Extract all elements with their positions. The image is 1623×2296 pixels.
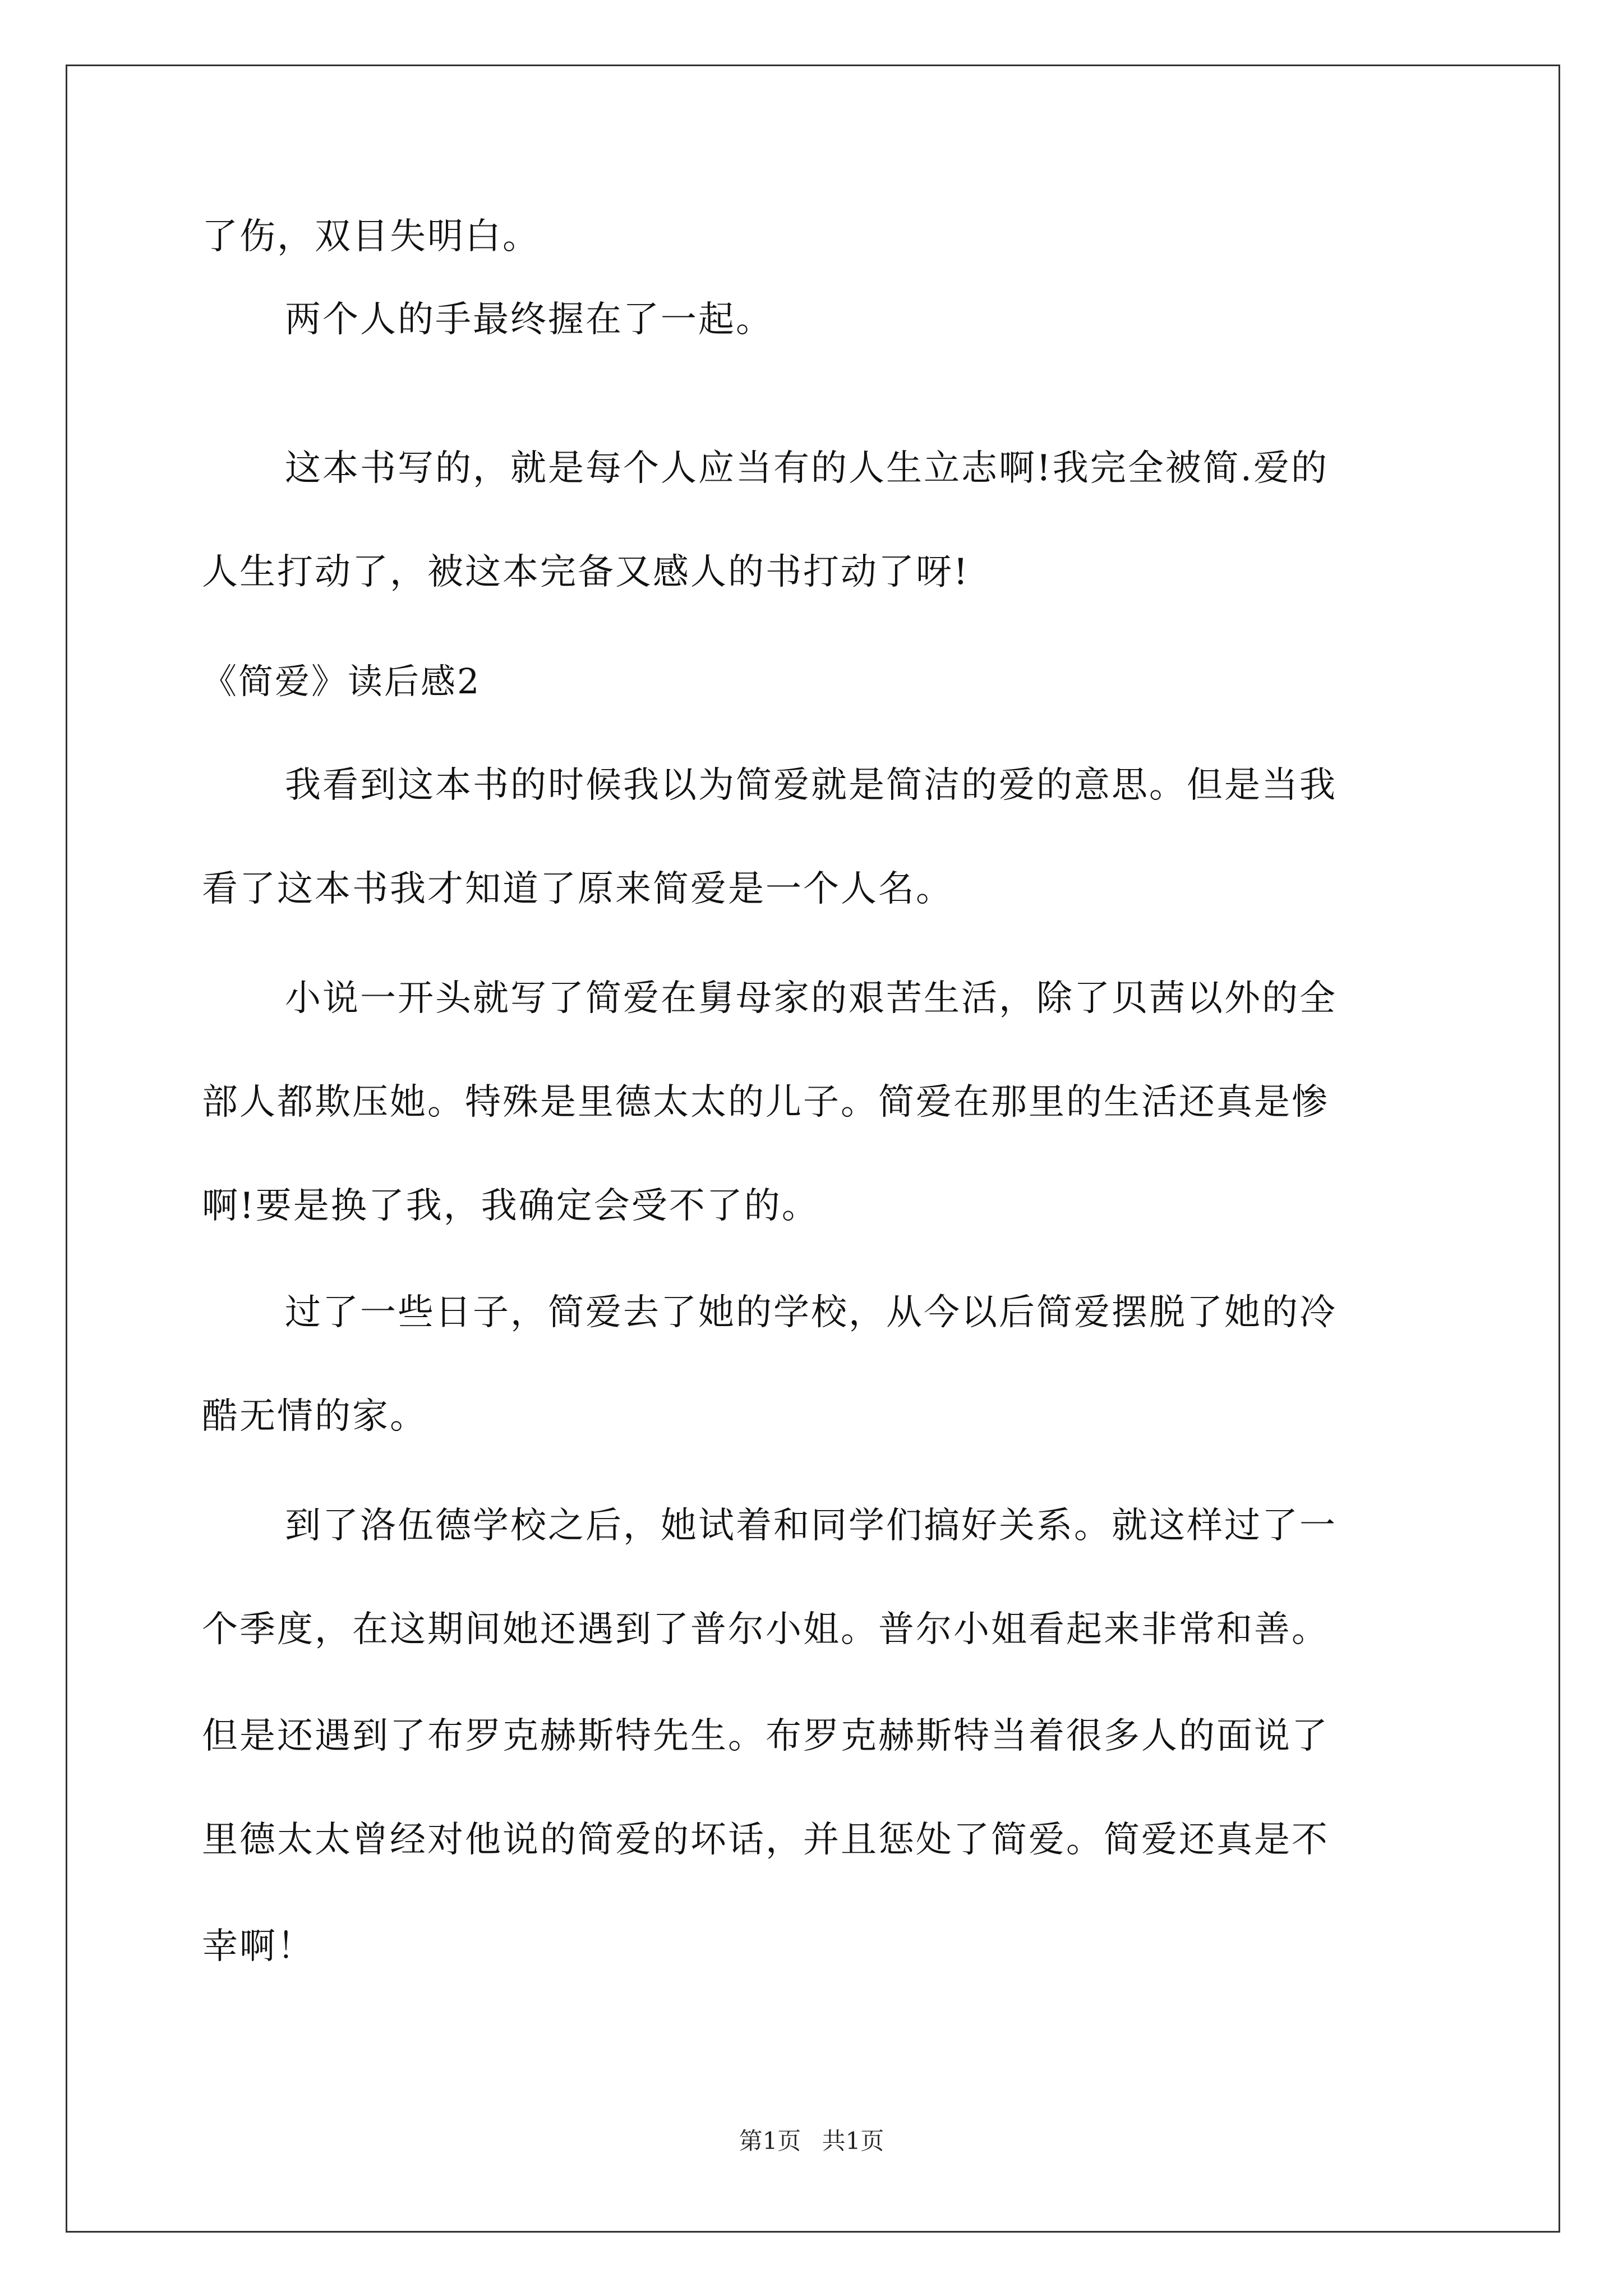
text-line: 幸啊！	[202, 1926, 315, 1967]
text-line: 但是还遇到了布罗克赫斯特先生。布罗克赫斯特当着很多人的面说了	[202, 1715, 1329, 1757]
text-line: 了伤，双目失明白。	[202, 216, 540, 257]
text-line: 我看到这本书的时候我以为简爱就是简洁的爱的意思。但是当我	[285, 765, 1337, 806]
text-line: 部人都欺压她。特殊是里德太太的儿子。简爱在那里的生活还真是惨	[202, 1082, 1329, 1123]
text-line: 人生打动了，被这本完备又感人的书打动了呀!	[202, 551, 970, 593]
text-line: 过了一些日子，简爱去了她的学校，从今以后简爱摆脱了她的冷	[285, 1292, 1337, 1333]
text-line: 酷无情的家。	[202, 1396, 427, 1437]
text-line: 两个人的手最终握在了一起。	[285, 299, 773, 341]
page-total: 共1页	[822, 2127, 884, 2155]
text-line: 里德太太曾经对他说的简爱的坏话，并且惩处了简爱。简爱还真是不	[202, 1819, 1329, 1861]
text-line: 这本书写的，就是每个人应当有的人生立志啊!我完全被简.爱的	[285, 448, 1329, 489]
page-number: 第1页	[739, 2127, 801, 2155]
text-line: 看了这本书我才知道了原来简爱是一个人名。	[202, 868, 953, 910]
page-footer	[0, 2127, 1623, 2155]
text-line: 啊!要是换了我，我确定会受不了的。	[202, 1185, 819, 1227]
text-line: 小说一开头就写了简爱在舅母家的艰苦生活，除了贝茜以外的全	[285, 978, 1337, 1019]
text-line: 到了洛伍德学校之后，她试着和同学们搞好关系。就这样过了一	[285, 1505, 1337, 1547]
page-border	[66, 65, 1560, 2233]
text-line: 个季度，在这期间她还遇到了普尔小姐。普尔小姐看起来非常和善。	[202, 1609, 1329, 1650]
section-heading: 《简爱》读后感2	[202, 661, 481, 702]
